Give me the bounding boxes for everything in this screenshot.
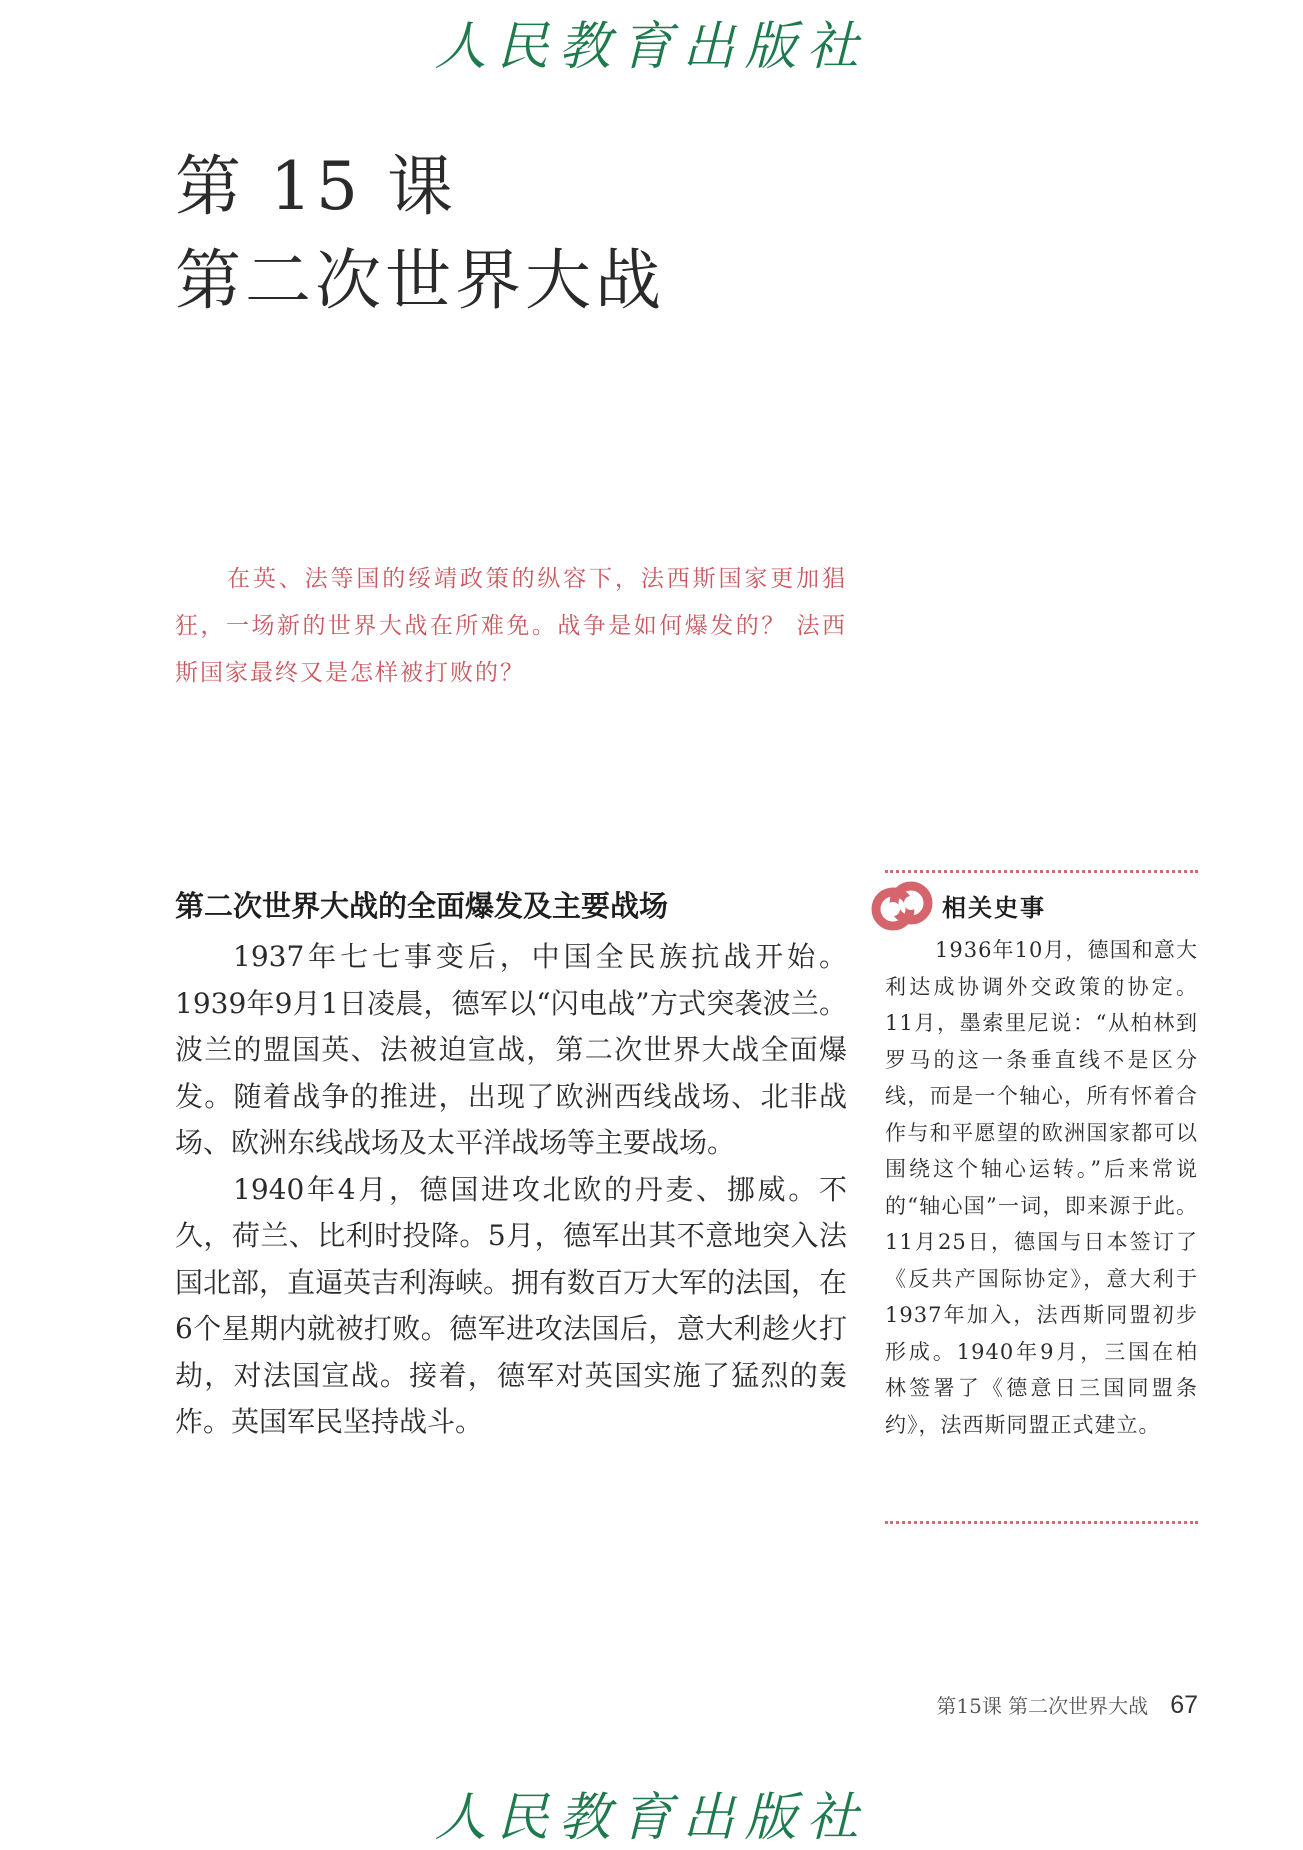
lesson-name: 第二次世界大战 [175,242,665,319]
publisher-logo-bottom: 人民教育出版社 [434,1788,869,1848]
intro-text: 在英、法等国的绥靖政策的纵容下，法西斯国家更加猖狂，一场新的世界大战在所难免。战争是如何爆发的？ 法西斯国家最终又是怎样被打败的？ [175,566,847,686]
lesson-number: 第 15 课 [175,148,457,225]
related-history-sidebar [885,870,1198,1523]
body-paragraph: 1940年4月，德国进攻北欧的丹麦、挪威。不久，荷兰、比利时投降。5月，德军出其不意地突入法国北部，直逼英吉利海峡。拥有数百万大军的法国，在6个星期内就被打败。德军进攻法国后，意大利趁火打劫，对法国宣战。接着，德军对英国实施了猛烈的轰炸。英国军民坚持战斗。 [175,1172,848,1438]
page-footer [936,1690,1198,1720]
sidebar-title: 相关史事 [942,894,1046,922]
publisher-logo-top: 人民教育出版社 [434,17,869,77]
footer-lesson-label: 第15课 第二次世界大战 [936,1694,1149,1718]
section-heading: 第二次世界大战的全面爆发及主要战场 [175,889,669,923]
body-paragraph: 1937年七七事变后，中国全民族抗战开始。1939年9月1日凌晨，德军以“闪电战”方式突袭波兰。波兰的盟国英、法被迫宣战，第二次世界大战全面爆发。随着战争的推进，出现了欧洲西线战场、北非战场、欧洲东线战场及太平洋战场等主要战场。 [175,940,847,1159]
body-text [175,934,847,1446]
page-number: 67 [1170,1691,1198,1719]
lesson-title [175,140,665,328]
sidebar-text: 1936年10月，德国和意大利达成协调外交政策的协定。11月，墨索里尼说：“从柏林到罗马的这一条垂直线不是区分线，而是一个轴心，所有怀着合作与和平愿望的欧洲国家都可以围绕这个轴心运转。”后来常说的“轴心国”一词，即来源于此。11月25日，德国与日本签订了《反共产国际协定》，意大利于1937年加入，法西斯同盟初步形成。1940年9月，三国在柏林签署了《德意日三国同盟条约》，法西斯同盟正式建立。 [885,938,1198,1437]
sidebar-bottom-divider [885,1521,1198,1524]
